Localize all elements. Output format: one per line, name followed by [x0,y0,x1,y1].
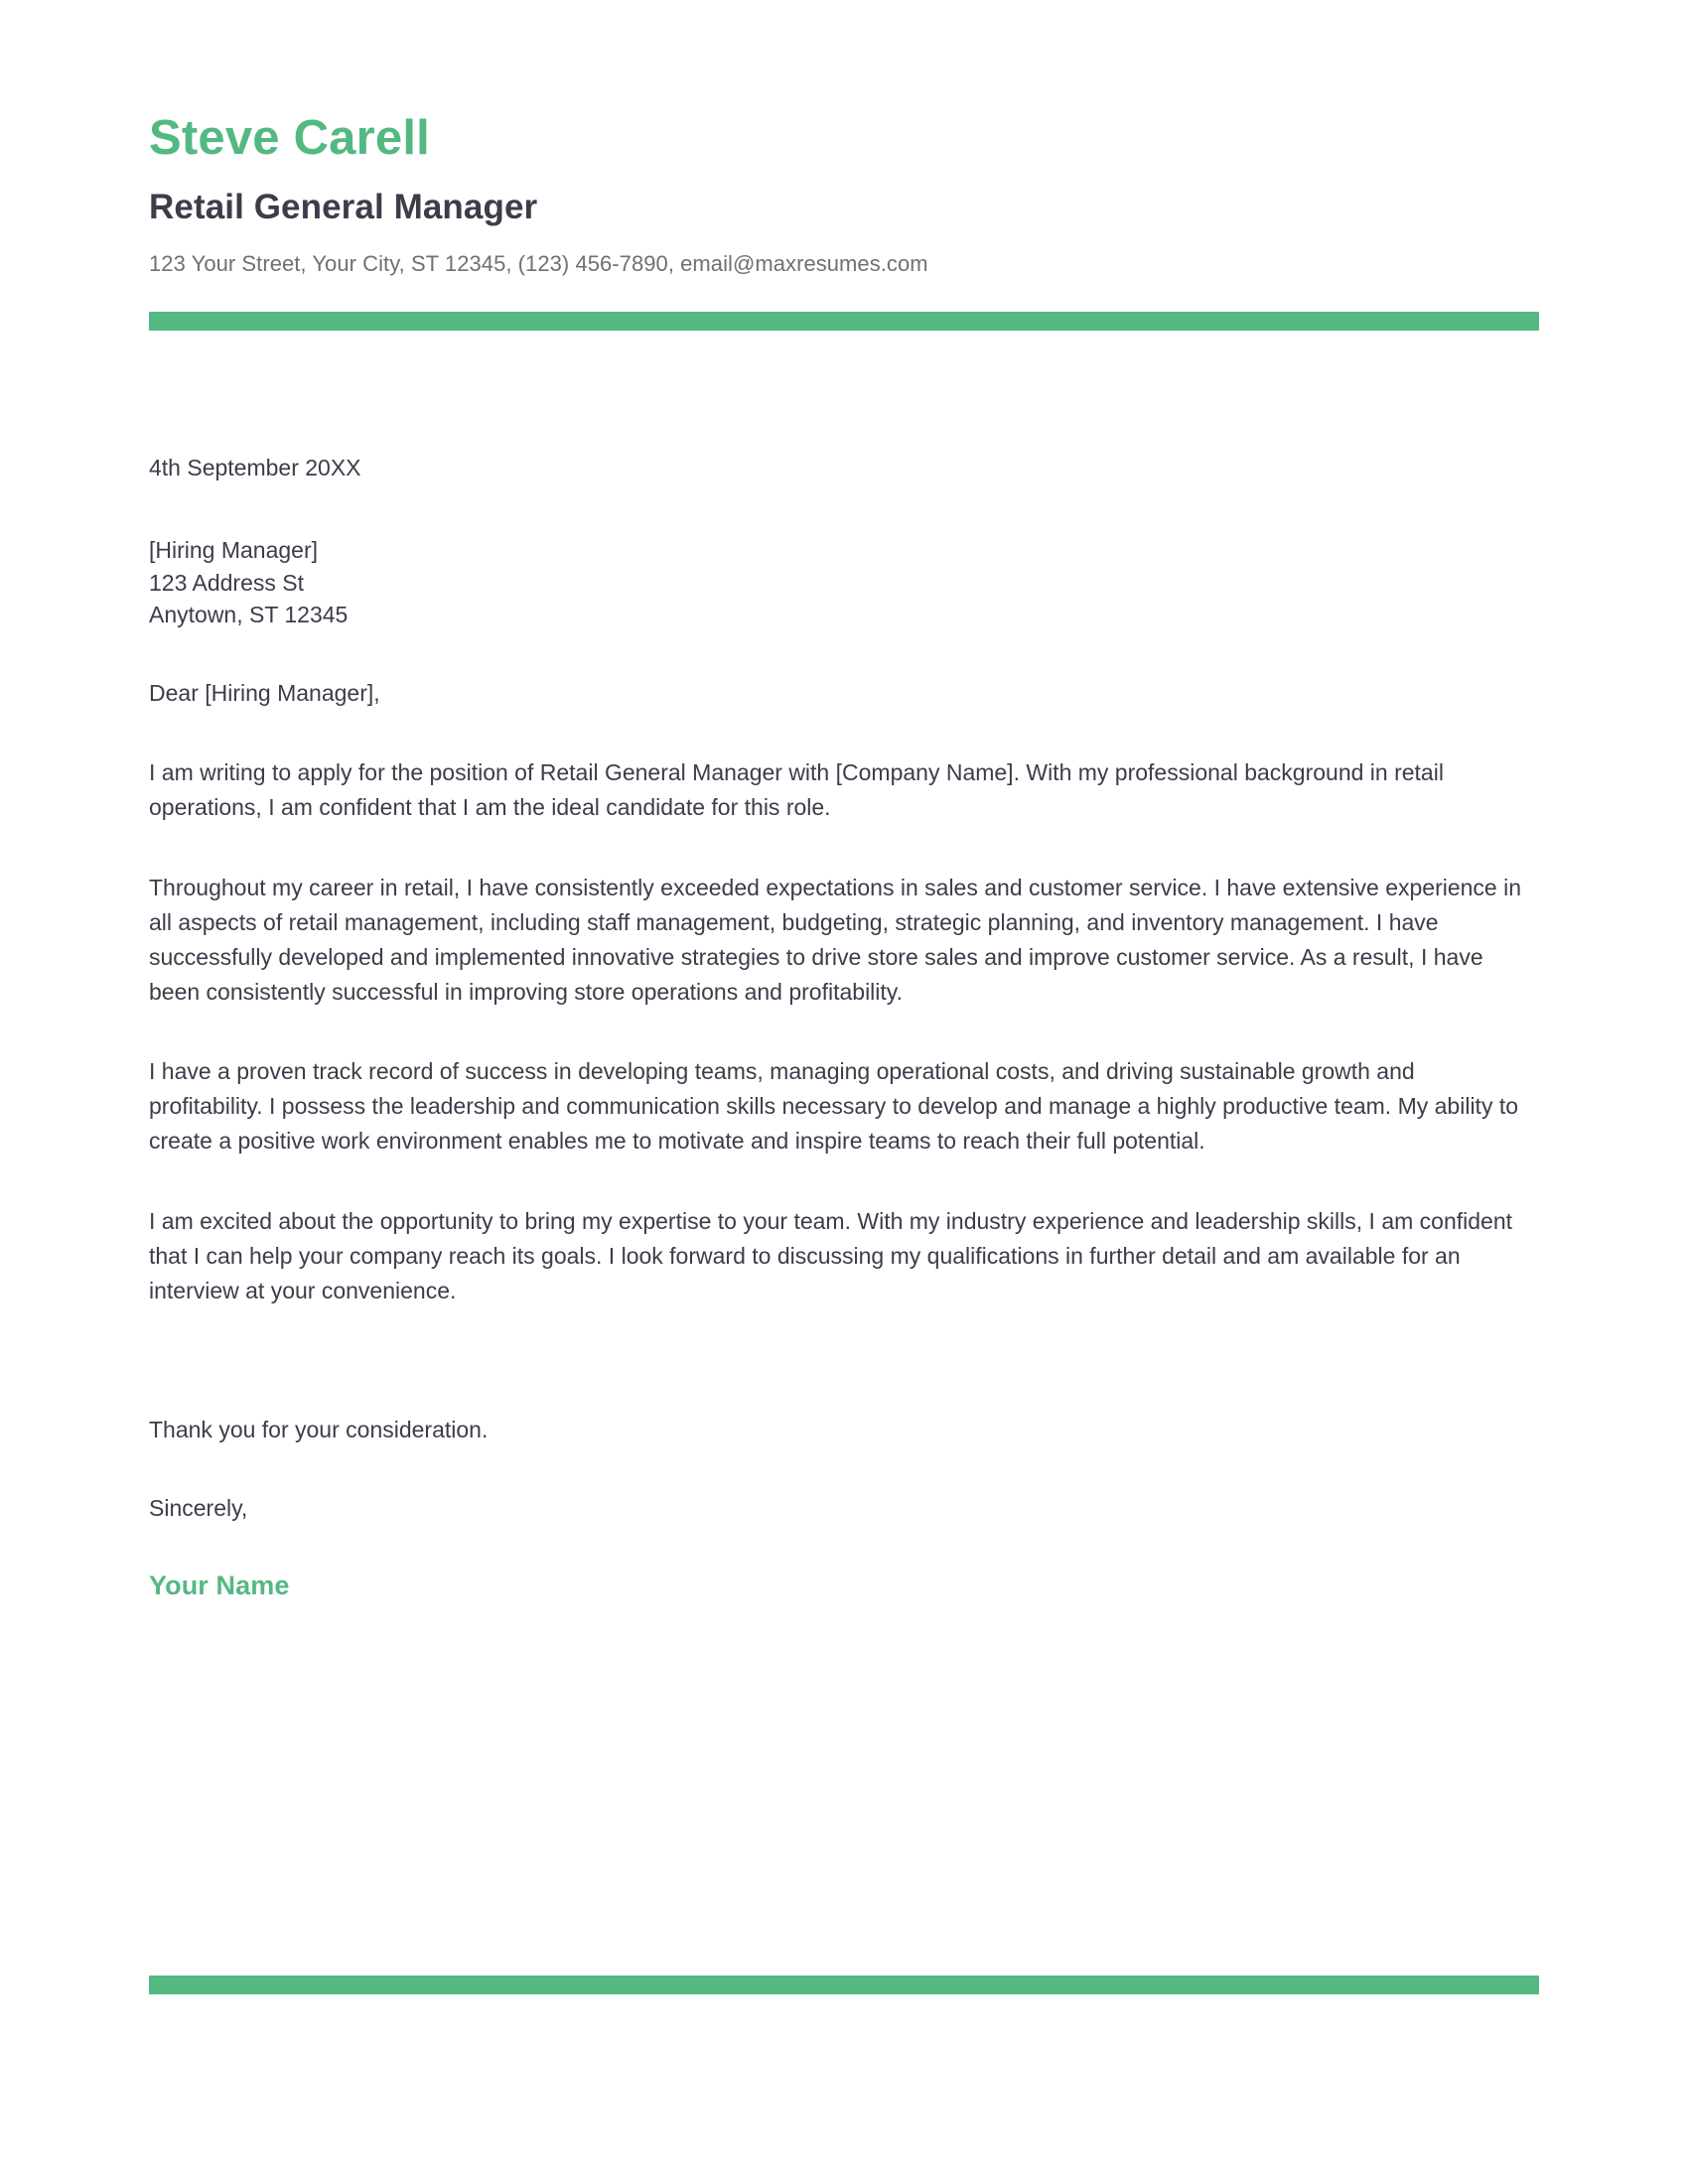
recipient-line-3: Anytown, ST 12345 [149,602,349,628]
body-paragraph-3: I have a proven track record of success in developing teams, managing operational costs, and driving sustainable growth and profitability. I possess the leadership and communication skills necessary to develop and manage a highly productive team. My ability to create a positive work environment enables me to motivate and inspire teams to reach their full potential. [149,1058,1519,1155]
body-paragraph-2: Throughout my career in retail, I have consistently exceeded expectations in sales and customer service. I have extensive experience in all aspects of retail management, including staff management, budgeting, strategic planning, and inventory management. I have successfully developed and implemented innovative strategies to drive store sales and improve customer service. As a result, I have been consistently successful in improving store operations and profitability. [149,874,1522,1005]
body-paragraph-1: I am writing to apply for the position of Retail General Manager with [Company Name]. With my professional background in retail operations, I am confident that I am the ideal candidate for this role. [149,758,1444,820]
letter-date: 4th September 20XX [149,455,361,481]
header-divider-bar [149,312,1539,331]
salutation: Dear [Hiring Manager], [149,680,380,707]
page-title: Steve Carell [149,111,430,165]
closing-signoff: Sincerely, [149,1494,248,1521]
letter-header [149,0,1539,331]
contact-info: 123 Your Street, Your City, ST 12345, (123) 456-7890, email@maxresumes.com [149,250,928,276]
recipient-line-2: 123 Address St [149,569,304,596]
body-paragraph-4: I am excited about the opportunity to bring my expertise to your team. With my industry experience and leadership skills, I am confident that I can help your company reach its goals. I look forward to discussing my qualifications in further detail and am available for an interview at your convenience. [149,1208,1513,1304]
signature-name: Your Name [149,1570,290,1600]
letter-sheet [149,0,1539,1603]
recipient-line-1: [Hiring Manager] [149,537,319,564]
closing-thanks: Thank you for your consideration. [149,1417,489,1443]
job-title: Retail General Manager [149,187,538,226]
letter-body [149,331,1539,1602]
footer-divider-bar [149,1976,1539,1994]
recipient-address [149,534,1539,631]
